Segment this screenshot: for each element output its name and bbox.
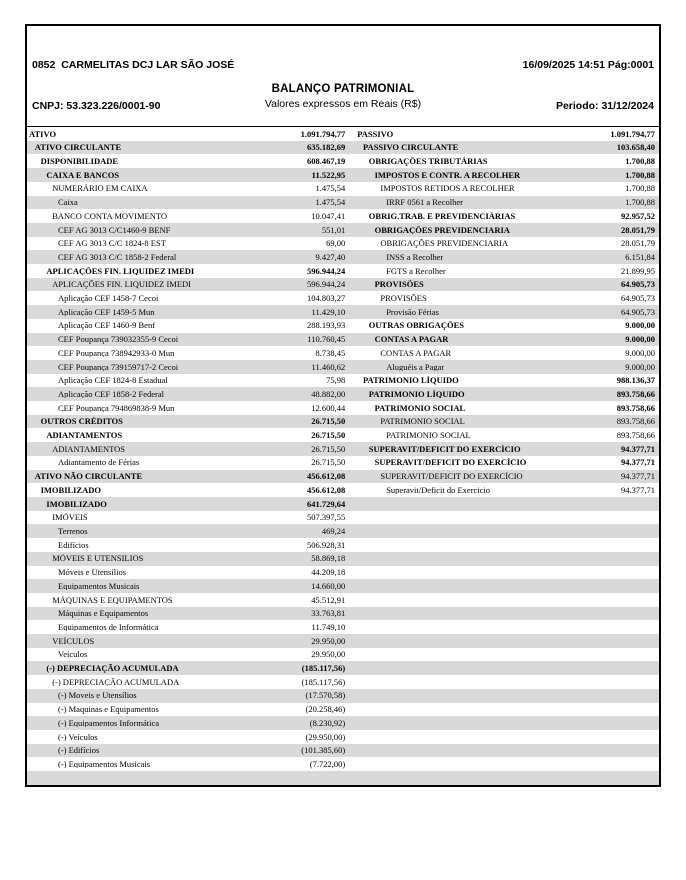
passivo-cell <box>351 141 659 155</box>
row-label: (-) DEPRECIAÇÃO ACUMULADA <box>46 664 179 673</box>
passivo-cell <box>351 168 659 182</box>
passivo-cell <box>351 428 659 442</box>
row-value: (8.230,92) <box>309 717 346 728</box>
ativo-cell <box>27 209 351 223</box>
row-label: PATRIMONIO SOCIAL <box>386 431 471 440</box>
passivo-cell <box>351 182 659 196</box>
ativo-cell <box>27 141 351 155</box>
row-label: BANCO CONTA MOVIMENTO <box>52 211 168 221</box>
passivo-cell <box>351 634 659 648</box>
report-subtitle: Valores expressos em Reais (R$) <box>264 98 422 110</box>
table-row <box>27 237 659 251</box>
row-label: SUPERAVIT/DEFICIT DO EXERCÍCIO <box>368 444 521 454</box>
row-label: ATIVO NÃO CIRCULANTE <box>34 472 143 481</box>
company-cnpj: CNPJ: 53.323.226/0001-90 <box>32 100 161 113</box>
row-value: (101.385,60) <box>301 745 346 756</box>
row-label: PATRIMONIO SOCIAL <box>380 417 465 426</box>
row-label: OBRIGAÇÕES PREVIDENCIARIA <box>380 239 509 248</box>
row-label: CEF Poupança 794869838-9 Mun <box>58 403 175 413</box>
row-value: 64.905,73 <box>620 279 655 290</box>
passivo-cell <box>351 223 659 237</box>
ativo-cell <box>27 360 351 374</box>
row-label: SUPERAVIT/DEFICIT DO EXERCÍCIO <box>380 472 523 481</box>
table-row <box>27 620 659 634</box>
passivo-cell <box>351 470 659 484</box>
row-value: 26.715,50 <box>311 457 346 468</box>
table-row <box>27 278 659 292</box>
row-label: IRRF 0561 a Recolher <box>386 198 463 207</box>
table-row <box>27 552 659 566</box>
row-value: (29.950,00) <box>305 731 346 742</box>
row-value: 9.427,40 <box>315 251 346 262</box>
row-label: PASSIVO <box>357 129 394 139</box>
row-label: CEF AG 3013 C/C 1824-8 EST <box>58 239 166 248</box>
ativo-cell <box>27 689 351 703</box>
table-row <box>27 524 659 538</box>
row-label: OBRIGAÇÕES PREVIDENCIARIA <box>374 225 510 235</box>
row-value: 893.758,66 <box>616 388 655 399</box>
passivo-cell <box>351 648 659 662</box>
row-label: (-) Moveis e Utensílios <box>58 691 137 700</box>
row-label: CONTAS A PAGAR <box>380 348 452 358</box>
ativo-cell <box>27 264 351 278</box>
row-value: 11.749,10 <box>311 621 346 632</box>
ativo-cell <box>27 456 351 470</box>
row-label: Aluguéis a Pagar <box>386 362 445 372</box>
row-label: Edifícios <box>58 540 89 550</box>
row-value: 1.700,88 <box>625 156 655 166</box>
table-row <box>27 141 659 155</box>
row-label: Aplicação CEF 1824-8 Estadual <box>58 376 168 385</box>
passivo-cell <box>351 771 659 785</box>
company-name: 0852 CARMELITAS DCJ LAR SÃO JOSÉ <box>32 59 235 72</box>
passivo-cell <box>351 716 659 730</box>
row-value: 94.377,71 <box>620 471 655 482</box>
table-row <box>27 511 659 525</box>
row-label: Equipamentos Musicais <box>58 581 140 591</box>
ativo-cell <box>27 497 351 511</box>
table-row <box>27 703 659 717</box>
row-label: CEF Poupança 739032355-9 Cecoi <box>58 335 179 344</box>
ativo-cell <box>27 579 351 593</box>
row-value: 64.905,73 <box>620 293 655 304</box>
passivo-cell <box>351 319 659 333</box>
ativo-cell <box>27 305 351 319</box>
table-row <box>27 757 659 771</box>
table-row <box>27 223 659 237</box>
ativo-cell <box>27 346 351 360</box>
document-box <box>25 24 661 787</box>
row-value: 9.000,00 <box>625 320 655 331</box>
ativo-cell <box>27 661 351 675</box>
table-row <box>27 250 659 264</box>
row-value: 507.397,55 <box>306 512 346 523</box>
passivo-cell <box>351 278 659 292</box>
row-label: INSS a Recolher <box>386 252 444 262</box>
table-row <box>27 456 659 470</box>
row-label: CAIXA E BANCOS <box>46 170 120 180</box>
table-row <box>27 374 659 388</box>
ativo-cell <box>27 223 351 237</box>
ativo-cell <box>27 428 351 442</box>
row-value: (17.570,58) <box>305 690 346 701</box>
ativo-cell <box>27 552 351 566</box>
row-value: 44.209,18 <box>311 567 346 578</box>
row-label: PASSIVO CIRCULANTE <box>363 143 459 152</box>
row-label: PATRIMONIO LÍQUIDO <box>363 376 459 385</box>
passivo-cell <box>351 483 659 497</box>
table-row <box>27 154 659 168</box>
row-value: 69,00 <box>326 238 346 249</box>
passivo-cell <box>351 346 659 360</box>
row-label: PATRIMONIO SOCIAL <box>374 403 466 413</box>
row-label: MÓVEIS E UTENSILIOS <box>52 554 144 563</box>
row-value: 988.136,37 <box>616 375 655 386</box>
row-value: 26.715,50 <box>311 430 346 441</box>
ativo-cell <box>27 771 351 785</box>
table-row <box>27 538 659 552</box>
row-label: NUMERÁRIO EM CAIXA <box>52 184 148 193</box>
table-row <box>27 182 659 196</box>
row-value: 94.377,71 <box>620 484 655 495</box>
table-row <box>27 716 659 730</box>
passivo-cell <box>351 552 659 566</box>
passivo-cell <box>351 196 659 210</box>
table-row <box>27 305 659 319</box>
ativo-cell <box>27 154 351 168</box>
ativo-cell <box>27 703 351 717</box>
table-row <box>27 333 659 347</box>
row-value: 92.957,52 <box>620 210 655 221</box>
row-value: 64.905,73 <box>620 306 655 317</box>
table-row <box>27 346 659 360</box>
ativo-cell <box>27 470 351 484</box>
report-period: Periodo: 31/12/2024 <box>555 100 654 113</box>
row-label: SUPERAVIT/DEFICIT DO EXERCÍCIO <box>374 458 527 467</box>
row-value: 9.000,00 <box>625 347 655 358</box>
row-value: 45.512,91 <box>311 594 346 605</box>
row-label: IMPOSTOS E CONTR. A RECOLHER <box>374 170 521 180</box>
row-value: (7.722,00) <box>309 758 346 769</box>
row-label: (-) Maquinas e Equipamentos <box>58 705 159 714</box>
row-value: 28.051,79 <box>620 224 655 235</box>
ativo-cell <box>27 607 351 621</box>
row-value: 1.475,54 <box>315 197 346 208</box>
table-row <box>27 360 659 374</box>
row-value: 596.944,24 <box>306 265 346 276</box>
row-value: (185.117,56) <box>301 676 346 687</box>
passivo-cell <box>351 154 659 168</box>
passivo-cell <box>351 744 659 758</box>
row-label: Veículos <box>58 650 88 659</box>
ativo-cell <box>27 319 351 333</box>
table-row <box>27 401 659 415</box>
ativo-cell <box>27 415 351 429</box>
balance-table <box>27 127 659 785</box>
row-label: CEF Poupança 738942933-0 Mun <box>58 348 175 358</box>
row-value: 456.612,08 <box>306 484 346 495</box>
row-value: 6.151,84 <box>625 251 655 262</box>
table-row <box>27 689 659 703</box>
row-value: 288.193,93 <box>306 320 346 331</box>
row-value: 1.700,88 <box>625 197 655 208</box>
row-value: 596.944,24 <box>306 279 346 290</box>
row-value: 1.475,54 <box>315 183 346 194</box>
passivo-cell <box>351 593 659 607</box>
table-row <box>27 387 659 401</box>
row-value: 29.950,00 <box>311 635 346 646</box>
table-row <box>27 607 659 621</box>
ativo-cell <box>27 168 351 182</box>
passivo-cell <box>351 524 659 538</box>
row-label: FGTS a Recolher <box>386 266 446 276</box>
print-timestamp: 16/09/2025 14:51 Pág:0001 <box>522 59 654 72</box>
table-row <box>27 744 659 758</box>
ativo-cell <box>27 237 351 251</box>
table-row <box>27 168 659 182</box>
row-value: 26.715,50 <box>311 443 346 454</box>
document-header <box>27 26 659 127</box>
row-label: ADIANTAMENTOS <box>46 431 123 440</box>
ativo-cell <box>27 730 351 744</box>
row-value: 11.460,62 <box>311 361 346 372</box>
row-value: 33.763,81 <box>311 608 346 619</box>
row-label: VEÍCULOS <box>52 636 95 646</box>
row-label: Aplicação CEF 1458-7 Cecoi <box>58 294 159 303</box>
ativo-cell <box>27 566 351 580</box>
table-row <box>27 648 659 662</box>
ativo-cell <box>27 716 351 730</box>
passivo-cell <box>351 757 659 771</box>
passivo-cell <box>351 237 659 251</box>
ativo-cell <box>27 387 351 401</box>
row-label: OBRIGAÇÕES TRIBUTÁRIAS <box>368 157 488 166</box>
row-value: 75,98 <box>326 375 346 386</box>
table-row <box>27 634 659 648</box>
passivo-cell <box>351 538 659 552</box>
passivo-cell <box>351 579 659 593</box>
ativo-cell <box>27 620 351 634</box>
row-value: 9.000,00 <box>625 361 655 372</box>
passivo-cell <box>351 675 659 689</box>
row-label: PROVISÕES <box>374 280 424 289</box>
row-label: OBRIG.TRAB. E PREVIDENCIÁRIAS <box>368 211 516 221</box>
row-value: 10.047,41 <box>311 210 346 221</box>
row-value: 1.091.794,77 <box>610 128 655 139</box>
row-label: Aplicação CEF 1459-5 Mun <box>58 307 155 317</box>
ativo-cell <box>27 442 351 456</box>
passivo-cell <box>351 497 659 511</box>
table-row <box>27 428 659 442</box>
row-value: 12.600,44 <box>311 402 346 413</box>
passivo-cell <box>351 264 659 278</box>
passivo-cell <box>351 689 659 703</box>
row-label: Aplicação CEF 1460-9 Benf <box>58 321 156 330</box>
row-value: 58.869,18 <box>311 553 346 564</box>
row-value: 110.760,45 <box>307 334 346 345</box>
table-row <box>27 661 659 675</box>
row-value: 456.612,08 <box>306 471 346 482</box>
table-row <box>27 483 659 497</box>
row-label: CONTAS A PAGAR <box>374 335 449 344</box>
row-label: (-) DEPRECIAÇÃO ACUMULADA <box>52 677 180 687</box>
row-value: 506.928,31 <box>306 539 346 550</box>
ativo-cell <box>27 524 351 538</box>
ativo-cell <box>27 278 351 292</box>
passivo-cell <box>351 730 659 744</box>
row-label: IMOBILIZADO <box>46 499 107 509</box>
row-label: Adiantamento de Férias <box>58 458 140 467</box>
passivo-cell <box>351 209 659 223</box>
row-value: 608.467,19 <box>306 156 346 166</box>
ativo-cell <box>27 182 351 196</box>
row-value: (20.258,46) <box>305 704 346 715</box>
row-value: 893.758,66 <box>616 416 655 427</box>
row-value: 94.377,71 <box>620 457 655 468</box>
row-label: OUTRAS OBRIGAÇÕES <box>368 321 464 330</box>
row-label: (-) Equipamentos Informática <box>58 718 160 728</box>
row-value: 48.882,00 <box>311 388 346 399</box>
passivo-cell <box>351 456 659 470</box>
table-row <box>27 442 659 456</box>
row-label: Caixa <box>58 198 78 207</box>
row-label: DISPONIBILIDADE <box>40 157 119 166</box>
row-label: Aplicação CEF 1858-2 Federal <box>58 389 164 399</box>
row-label: CEF AG 3013 C/C 1858-2 Federal <box>58 252 177 262</box>
ativo-cell <box>27 744 351 758</box>
row-value: 11.522,95 <box>311 169 346 180</box>
row-value: 893.758,66 <box>616 430 655 441</box>
table-row <box>27 470 659 484</box>
passivo-cell <box>351 415 659 429</box>
row-label: IMOBILIZADO <box>40 485 102 495</box>
ativo-cell <box>27 483 351 497</box>
ativo-cell <box>27 538 351 552</box>
table-row <box>27 319 659 333</box>
row-label: PROVISÕES <box>380 294 427 303</box>
row-value: (185.117,56) <box>301 663 346 674</box>
row-label: APLICAÇÕES FIN. LIQUIDEZ IMEDI <box>46 266 195 276</box>
row-value: 94.377,71 <box>620 443 655 454</box>
row-label: Máquinas e Equipamentos <box>58 609 149 618</box>
passivo-cell <box>351 661 659 675</box>
passivo-cell <box>351 291 659 305</box>
report-title: BALANÇO PATRIMONIAL <box>271 83 415 95</box>
row-value: 11.429,10 <box>311 306 346 317</box>
row-label: ADIANTAMENTOS <box>52 444 126 454</box>
row-value: 29.950,00 <box>311 649 346 660</box>
passivo-cell <box>351 442 659 456</box>
row-value: 9.000,00 <box>625 334 655 345</box>
ativo-cell <box>27 291 351 305</box>
passivo-cell <box>351 566 659 580</box>
row-value: 469,24 <box>321 525 346 536</box>
row-value: 1.700,88 <box>625 183 655 194</box>
row-value: 893.758,66 <box>616 402 655 413</box>
row-value: 21.899,95 <box>620 265 655 276</box>
passivo-cell <box>351 333 659 347</box>
passivo-cell <box>351 374 659 388</box>
row-value: 28.051,79 <box>620 238 655 249</box>
row-label: Terrenos <box>58 526 88 536</box>
table-row <box>27 196 659 210</box>
row-label: (-) Veículos <box>58 732 98 742</box>
passivo-cell <box>351 620 659 634</box>
table-row <box>27 264 659 278</box>
passivo-cell <box>351 401 659 415</box>
row-label: CEF Poupança 739159717-2 Cecoi <box>58 362 179 372</box>
ativo-cell <box>27 333 351 347</box>
table-row <box>27 497 659 511</box>
table-row <box>27 415 659 429</box>
ativo-cell <box>27 250 351 264</box>
row-label: IMPOSTOS RETIDOS A RECOLHER <box>380 184 515 193</box>
row-label: MÁQUINAS E EQUIPAMENTOS <box>52 595 173 604</box>
table-row <box>27 291 659 305</box>
table-row <box>27 675 659 689</box>
passivo-cell <box>351 511 659 525</box>
passivo-cell <box>351 607 659 621</box>
row-value: 635.182,69 <box>306 142 346 153</box>
passivo-cell <box>351 387 659 401</box>
passivo-cell <box>351 250 659 264</box>
ativo-cell <box>27 196 351 210</box>
table-row <box>27 730 659 744</box>
row-label: IMÓVEIS <box>52 513 88 522</box>
row-label: (-) Equipamentos Musicais <box>58 759 151 769</box>
table-row <box>27 579 659 593</box>
ativo-cell <box>27 648 351 662</box>
table-row <box>27 771 659 785</box>
passivo-cell <box>351 703 659 717</box>
row-value: 8.738,45 <box>315 347 346 358</box>
row-label: Superavit/Deficit do Exercicio <box>386 485 491 495</box>
row-label: ATIVO <box>29 129 57 139</box>
row-label: CEF AG 3013 C/C1460-9 BENF <box>58 225 171 235</box>
ativo-cell <box>27 511 351 525</box>
ativo-cell <box>27 374 351 388</box>
row-value: 26.715,50 <box>311 416 346 427</box>
ativo-cell <box>27 634 351 648</box>
title-block <box>27 83 659 110</box>
row-value: 551,01 <box>321 224 346 235</box>
row-value: 641.729,64 <box>306 498 346 509</box>
row-value: 1.091.794,77 <box>300 128 346 139</box>
ativo-cell <box>27 401 351 415</box>
row-value: 14.660,00 <box>311 580 346 591</box>
row-label: ATIVO CIRCULANTE <box>34 143 122 152</box>
row-label: Móveis e Utensílios <box>58 568 126 577</box>
row-label: (-) Edifícios <box>58 746 100 755</box>
table-row <box>27 566 659 580</box>
ativo-cell <box>27 757 351 771</box>
row-label: Equipamentos de Informática <box>58 622 159 632</box>
passivo-cell <box>351 360 659 374</box>
row-value: 104.803,27 <box>306 293 346 304</box>
row-value: 103.658,40 <box>616 142 655 153</box>
row-label: OUTROS CRÉDITOS <box>40 417 123 426</box>
table-row <box>27 593 659 607</box>
row-label: Provisão Férias <box>386 307 439 317</box>
row-value: 1.700,88 <box>625 169 655 180</box>
table-row <box>27 209 659 223</box>
ativo-cell <box>27 675 351 689</box>
row-label: APLICAÇÕES FIN. LIQUIDEZ IMEDI <box>52 280 192 289</box>
ativo-cell <box>27 593 351 607</box>
row-label: PATRIMONIO LÍQUIDO <box>368 389 465 399</box>
passivo-cell <box>351 305 659 319</box>
